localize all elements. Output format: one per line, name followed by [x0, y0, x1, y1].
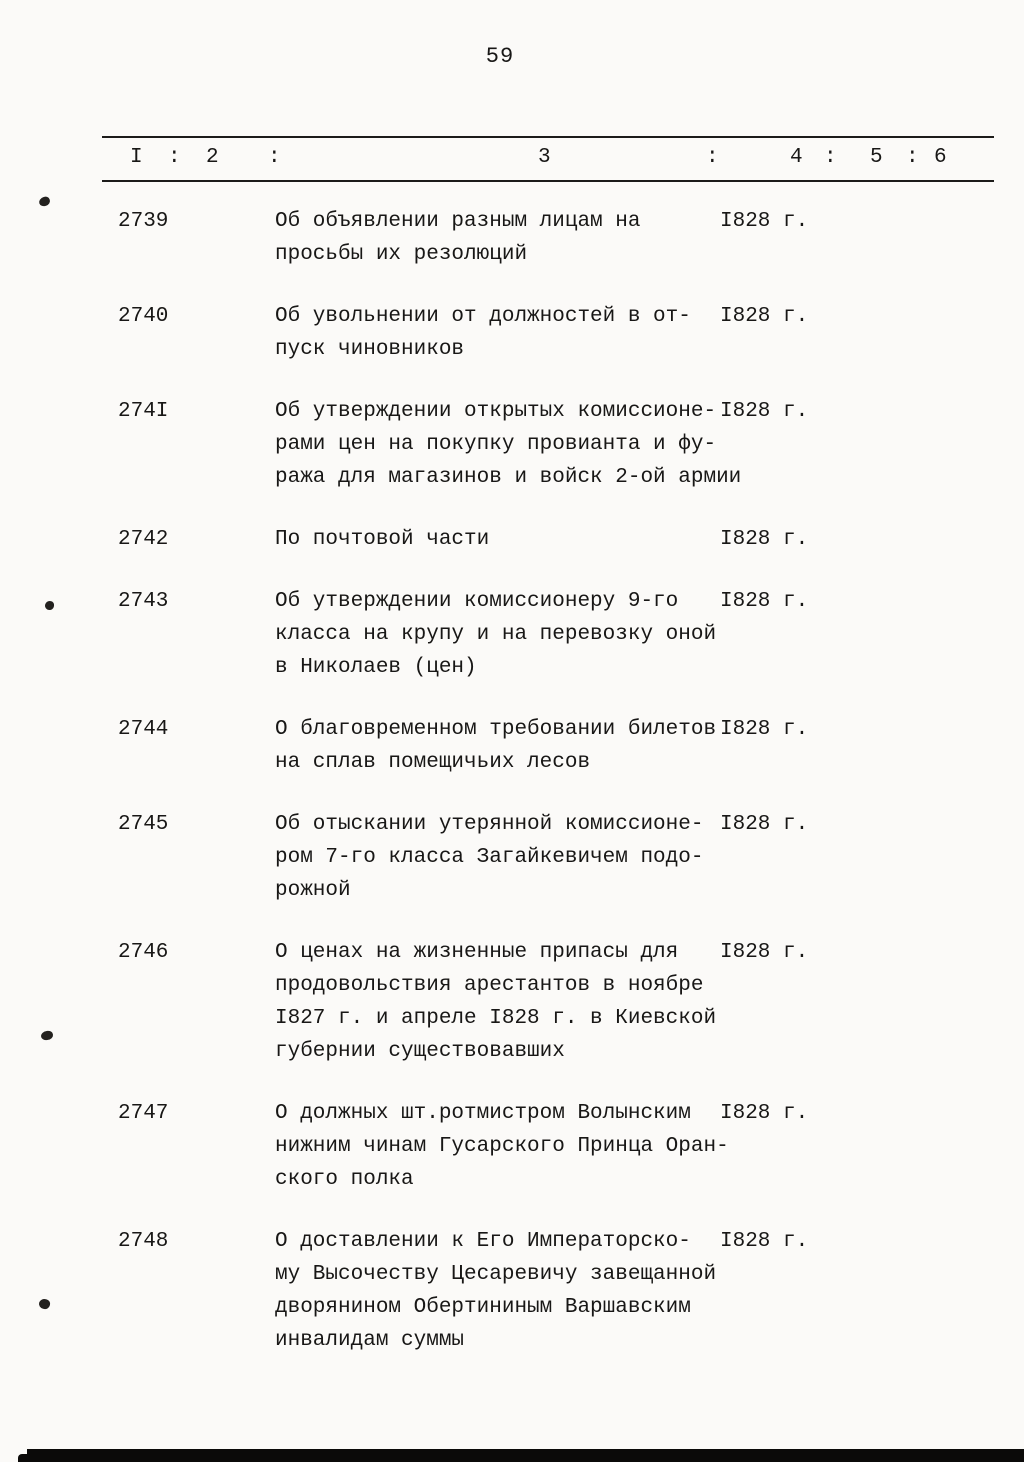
entry-description [275, 300, 720, 366]
inventory-entries [0, 205, 1024, 1386]
entry-line: I827 г. и апреле I828 г. в Киевской [275, 1007, 717, 1030]
entry-line: ского полка [275, 1168, 414, 1191]
entry-row [0, 523, 1024, 556]
entry-row [0, 936, 1024, 1068]
entry-row [0, 1225, 1024, 1357]
entry-row [0, 585, 1024, 684]
entry-row [0, 300, 1024, 366]
entry-year: I828 г. [720, 1230, 809, 1253]
entry-line: дворянином Обертининым Варшавским [275, 1296, 691, 1319]
entry-row [0, 808, 1024, 907]
entry-number: 2743 [118, 590, 169, 613]
entry-number: 2744 [118, 718, 169, 741]
scan-artifact-bar [27, 1449, 1024, 1462]
entry-line: Об объявлении разным лицам на [275, 210, 641, 233]
entry-description [275, 808, 720, 907]
entry-number: 2742 [118, 528, 169, 551]
entry-year: I828 г. [720, 305, 809, 328]
header-col-3: 3 [538, 146, 551, 169]
header-col-5: 5 [870, 146, 883, 169]
entry-number: 2747 [118, 1102, 169, 1125]
column-header-row [102, 136, 994, 182]
entry-number: 2739 [118, 210, 169, 233]
entry-line: му Высочеству Цесаревичу завещанной [275, 1263, 717, 1286]
header-separator: : [268, 146, 281, 169]
entry-line: класса на крупу и на перевозку оной [275, 623, 717, 646]
entry-description [275, 1225, 720, 1357]
entry-line: О ценах на жизненные припасы для [275, 941, 679, 964]
entry-year: I828 г. [720, 718, 809, 741]
entry-description [275, 395, 742, 494]
entry-line: нижним чинам Гусарского Принца Оран- [275, 1135, 729, 1158]
entry-line: О должных шт.ротмистром Волынским [275, 1102, 691, 1125]
entry-description [275, 1097, 729, 1196]
header-separator: : [824, 146, 837, 169]
entry-row [0, 713, 1024, 779]
entry-description [275, 585, 720, 684]
header-col-2: 2 [206, 146, 219, 169]
entry-line: О благовременном требовании билетов [275, 718, 717, 741]
entry-line: О доставлении к Его Императорско- [275, 1230, 691, 1253]
entry-line: ром 7-го класса Загайкевичем подо- [275, 846, 704, 869]
entry-row [0, 205, 1024, 271]
entry-description [275, 713, 720, 779]
entry-number: 274I [118, 400, 169, 423]
entry-description [275, 523, 720, 556]
entry-row [0, 1097, 1024, 1196]
entry-number: 2745 [118, 813, 169, 836]
entry-year: I828 г. [720, 210, 809, 233]
header-separator: : [906, 146, 919, 169]
header-separator: : [706, 146, 719, 169]
entry-line: По почтовой части [275, 528, 490, 551]
entry-line: рожной [275, 879, 351, 902]
entry-row [0, 395, 1024, 494]
entry-description [275, 205, 720, 271]
entry-year: I828 г. [720, 590, 809, 613]
entry-line: в Николаев (цен) [275, 656, 477, 679]
entry-year: I828 г. [720, 528, 809, 551]
entry-line: Об отыскании утерянной комиссионе- [275, 813, 704, 836]
entry-line: просьбы их резолюций [275, 243, 528, 266]
header-separator: : [168, 146, 181, 169]
entry-line: Об утверждении открытых комиссионе- [275, 400, 717, 423]
entry-line: ража для магазинов и войск 2-ой армии [275, 466, 742, 489]
entry-line: пуск чиновников [275, 338, 465, 361]
entry-line: инвалидам суммы [275, 1329, 465, 1352]
entry-year: I828 г. [720, 813, 809, 836]
entry-line: Об утверждении комиссионеру 9-го [275, 590, 679, 613]
entry-line: продовольствия арестантов в ноябре [275, 974, 704, 997]
header-col-6: 6 [934, 146, 947, 169]
entry-line: на сплав помещичьих лесов [275, 751, 591, 774]
entry-number: 2746 [118, 941, 169, 964]
entry-number: 2748 [118, 1230, 169, 1253]
entry-description [275, 936, 720, 1068]
entry-number: 2740 [118, 305, 169, 328]
entry-line: губернии существовавших [275, 1040, 565, 1063]
entry-year: I828 г. [720, 941, 809, 964]
page-number: 59 [485, 44, 515, 69]
entry-year: I828 г. [720, 1102, 809, 1125]
entry-year: I828 г. [720, 400, 809, 423]
entry-line: Об увольнении от должностей в от- [275, 305, 691, 328]
header-col-4: 4 [790, 146, 803, 169]
header-col-1: I [130, 146, 143, 169]
entry-line: рами цен на покупку провианта и фу- [275, 433, 717, 456]
